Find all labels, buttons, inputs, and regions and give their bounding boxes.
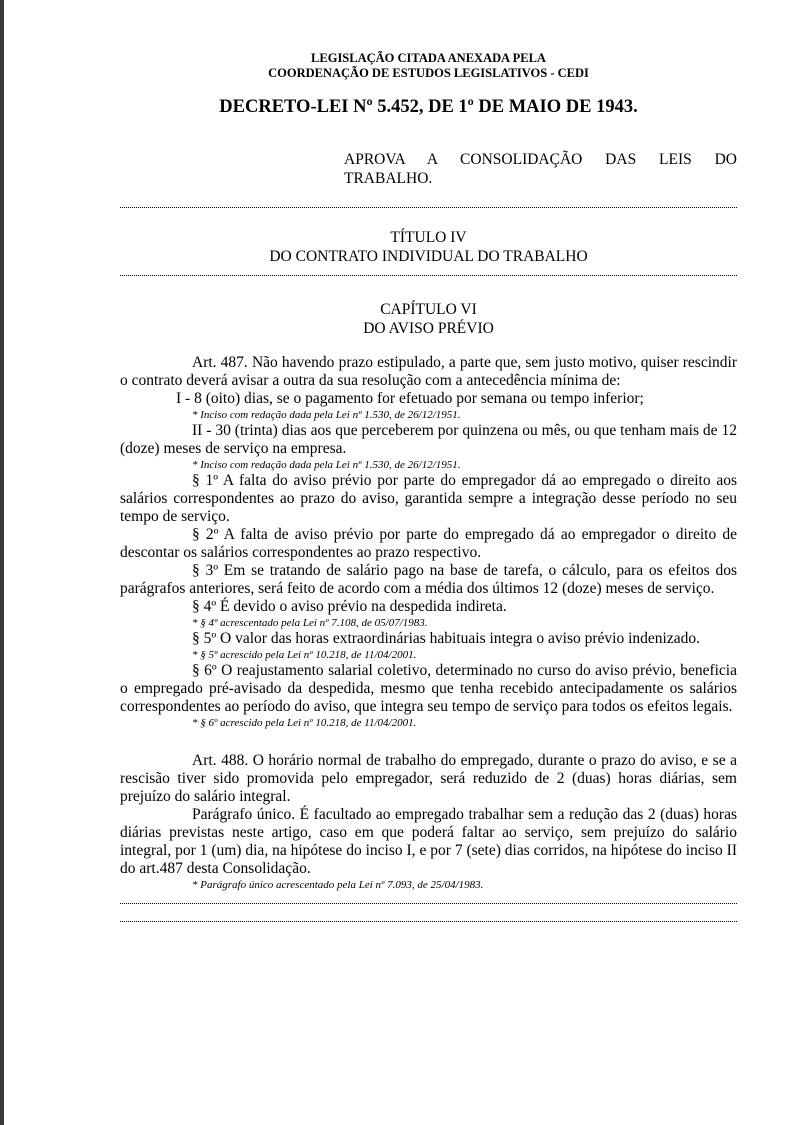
art-487-inciso-2: II - 30 (trinta) dias aos que perceberem por quinzena ou mês, ou que tenham mais de 12 (doze) meses de serviço na empresa. xyxy=(120,422,737,457)
titulo-name: DO CONTRATO INDIVIDUAL DO TRABALHO xyxy=(269,248,588,265)
art-487-paragraph-5: § 5º O valor das horas extraordinárias habituais integra o aviso prévio indenizado. xyxy=(192,630,700,647)
art-488-paragrafo-unico: Parágrafo único. É facultado ao empregado trabalhar sem a redução das 2 (duas) horas diárias previstas neste artigo, caso em que poderá faltar ao serviço, sem prejuízo do salário integral, por 1 (um) dia, na hipótese do inciso I, e por 7 (sete) dias corridos, na hipótese do inciso II do art.487 desta Consolidação. xyxy=(120,806,737,877)
titulo-number: TÍTULO IV xyxy=(390,229,467,246)
art-488-paragrafo-unico-note: * Parágrafo único acrescentado pela Lei nº 7.093, de 25/04/1983. xyxy=(192,879,484,891)
art-487-paragraph-2: § 2º A falta de aviso prévio por parte do empregado dá ao empregador o direito de descontar os salários correspondentes ao prazo respectivo. xyxy=(120,526,737,561)
art-487-caput: Art. 487. Não havendo prazo estipulado, a parte que, sem justo motivo, quiser rescindir o contrato deverá avisar a outra da sua resolução com a antecedência mínima de: xyxy=(120,354,737,389)
art-487-inciso-2-note: * Inciso com redação dada pela Lei nº 1.530, de 26/12/1951. xyxy=(192,459,461,471)
header-line-1: LEGISLAÇÃO CITADA ANEXADA PELA xyxy=(311,51,546,65)
ementa xyxy=(344,150,737,188)
dotted-separator xyxy=(120,920,737,922)
capitulo-number: CAPÍTULO VI xyxy=(380,301,477,318)
window-edge xyxy=(0,0,4,1125)
capitulo-name: DO AVISO PRÉVIO xyxy=(363,320,494,337)
dotted-separator xyxy=(120,274,737,276)
ementa-line-1: APROVA A CONSOLIDAÇÃO DAS LEIS DO xyxy=(344,151,737,168)
header-line-2: COORDENAÇÃO DE ESTUDOS LEGISLATIVOS - CEDI xyxy=(268,66,589,80)
art-487-paragraph-4-note: * § 4º acrescentado pela Lei nº 7.108, de 05/07/1983. xyxy=(192,617,428,629)
art-487-paragraph-3: § 3º Em se tratando de salário pago na base de tarefa, o cálculo, para os efeitos dos parágrafos anteriores, será feito de acordo com a média dos últimos 12 (doze) meses de serviço. xyxy=(120,562,737,597)
dotted-separator xyxy=(120,902,737,904)
art-487-paragraph-6: § 6º O reajustamento salarial coletivo, determinado no curso do aviso prévio, beneficia o empregado pré-avisado da despedida, mesmo que tenha recebido antecipadamente os salários correspondentes ao período do aviso, que integra seu tempo de serviço para todos os efeitos legais. xyxy=(120,662,737,715)
art-487-paragraph-4: § 4º É devido o aviso prévio na despedida indireta. xyxy=(192,598,507,615)
art-487-paragraph-1: § 1º A falta do aviso prévio por parte do empregador dá ao empregado o direito aos salários correspondentes ao prazo do aviso, garantida sempre a integração desse período no seu tempo de serviço. xyxy=(120,472,737,525)
art-488-caput: Art. 488. O horário normal de trabalho do empregado, durante o prazo do aviso, e se a rescisão tiver sido promovida pelo empregador, será reduzido de 2 (duas) horas diárias, sem prejuízo do salário integral. xyxy=(120,752,737,805)
art-487-inciso-1: I - 8 (oito) dias, se o pagamento for efetuado por semana ou tempo inferior; xyxy=(176,390,644,407)
document-page xyxy=(120,0,737,922)
art-487-paragraph-5-note: * § 5º acrescido pela Lei nº 10.218, de 11/04/2001. xyxy=(192,649,417,661)
document-title: DECRETO-LEI Nº 5.452, DE 1º DE MAIO DE 1943. xyxy=(219,97,638,117)
art-487-paragraph-6-note: * § 6º acrescido pela Lei nº 10.218, de 11/04/2001. xyxy=(192,717,417,729)
art-487-inciso-1-note: * Inciso com redação dada pela Lei nº 1.530, de 26/12/1951. xyxy=(192,409,461,421)
ementa-line-2: TRABALHO. xyxy=(344,170,433,187)
dotted-separator xyxy=(120,206,737,208)
